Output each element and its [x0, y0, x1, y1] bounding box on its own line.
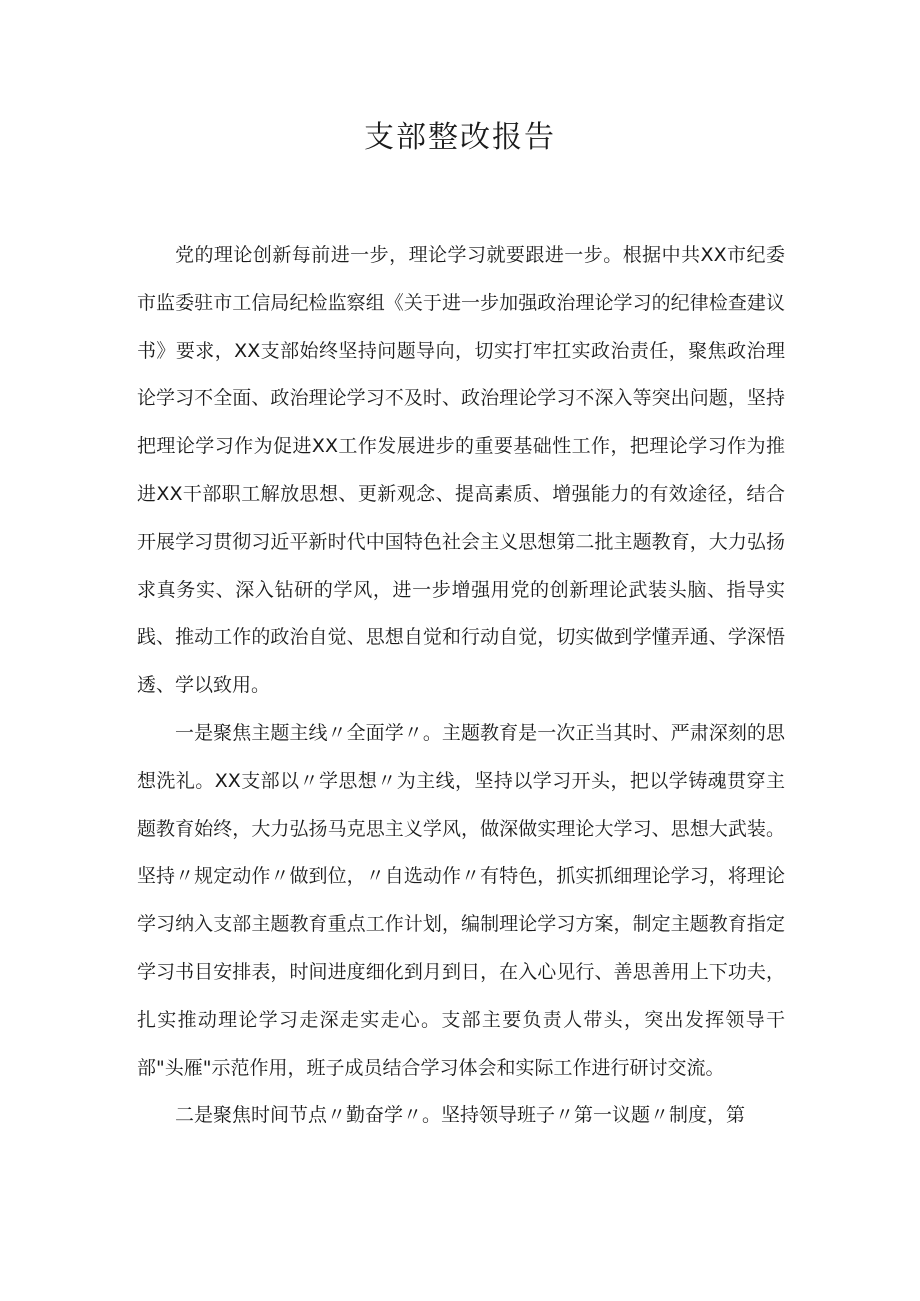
paragraph-point-two: 二是聚焦时间节点〃勤奋学〃。坚持领导班子〃第一议题〃制度，第 — [175, 1104, 746, 1127]
paragraph-point-one: 一是聚焦主题主线〃全面学〃。主题教育是一次正当其时、严肃深刻的思想洗礼。XX支部以〃学思想〃为主线，坚持以学习开头，把以学铸魂贯穿主题教育始终，大力弘扬马克思主义学风，做深做实理论大学习、思想大武装。坚持〃规定动作〃做到位，〃自选动作〃有特色，抓实抓细理论学习，将理论学习纳入支部主题教育重点工作计划，编制理论学习方案，制定主题教育指定学习书目安排表，时间进度细化到月到日，在入心见行、善思善用上下功夫，扎实推动理论学习走深走实走心。支部主要负责人带头，突出发挥领导干部"头雁"示范作用，班子成员结合学习体会和实际工作进行研讨交流。 — [137, 721, 785, 1079]
document-body — [137, 232, 785, 1140]
document-title: 支部整改报告 — [364, 120, 556, 155]
paragraph-intro: 党的理论创新每前进一步，理论学习就要跟进一步。根据中共XX市纪委市监委驻市工信局纪检监察组《关于进一步加强政治理论学习的纪律检查建议书》要求，XX支部始终坚持问题导向，切实打牢扛实政治责任，聚焦政治理论学习不全面、政治理论学习不及时、政治理论学习不深入等突出问题，坚持把理论学习作为促进XX工作发展进步的重要基础性工作，把理论学习作为推进XX干部职工解放思想、更新观念、提高素质、增强能力的有效途径，结合开展学习贯彻习近平新时代中国特色社会主义思想第二批主题教育，大力弘扬求真务实、深入钻研的学风，进一步增强用党的创新理论武装头脑、指导实践、推动工作的政治自觉、思想自觉和行动自觉，切实做到学懂弄通、学深悟透、学以致用。 — [137, 244, 785, 697]
